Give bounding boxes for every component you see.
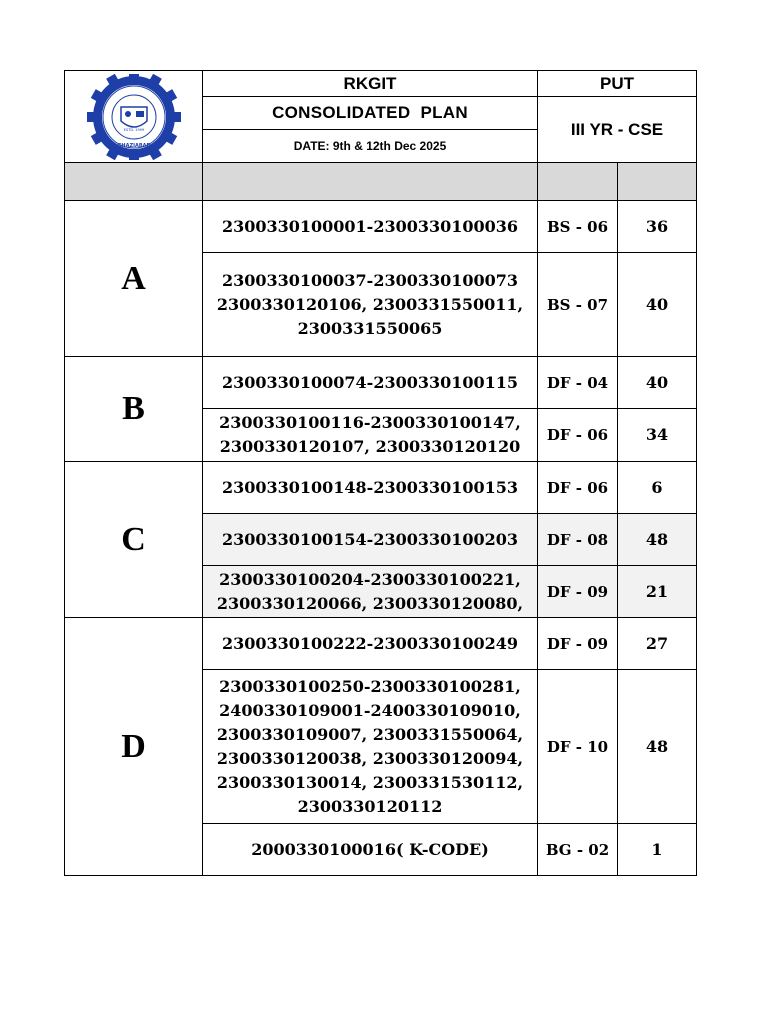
logo-estd: ESTD. 1999 [123, 127, 144, 132]
student-count: 21 [618, 566, 697, 618]
room-code: BS - 07 [538, 253, 618, 357]
room-code: DF - 09 [538, 618, 618, 670]
group-label: D [65, 618, 203, 876]
plan-title: CONSOLIDATED PLAN [203, 97, 538, 130]
student-count: 48 [618, 514, 697, 566]
roll-range: 2300330100222-2300330100249 [203, 618, 538, 670]
student-count: 6 [618, 462, 697, 514]
class-label: III YR - CSE [538, 97, 697, 163]
roll-range: 2300330100204-2300330100221, 2300330120066, 2300330120080, [203, 566, 538, 618]
student-count: 34 [618, 409, 697, 462]
group-label: A [65, 201, 203, 357]
logo-city: GHAZIABAD [116, 142, 151, 149]
roll-range: 2300330100116-2300330100147, 2300330120107, 2300330120120 [203, 409, 538, 462]
table-row [65, 201, 697, 253]
institute-name: RKGIT [203, 71, 538, 97]
seating-plan-table [64, 70, 697, 876]
header-band-cell [65, 163, 203, 201]
exam-date: DATE: 9th & 12th Dec 2025 [203, 130, 538, 163]
student-count: 36 [618, 201, 697, 253]
roll-range: 2000330100016( K-CODE) [203, 824, 538, 876]
roll-range: 2300330100001-2300330100036 [203, 201, 538, 253]
student-count: 40 [618, 253, 697, 357]
student-count: 27 [618, 618, 697, 670]
header-band-cell [538, 163, 618, 201]
room-code: DF - 08 [538, 514, 618, 566]
roll-range: 2300330100148-2300330100153 [203, 462, 538, 514]
header-band-row [65, 163, 697, 201]
roll-range: 2300330100037-2300330100073 2300330120106, 2300331550011, 2300331550065 [203, 253, 538, 357]
room-code: DF - 04 [538, 357, 618, 409]
student-count: 40 [618, 357, 697, 409]
table-row [65, 357, 697, 409]
room-code: DF - 06 [538, 409, 618, 462]
roll-range: 2300330100074-2300330100115 [203, 357, 538, 409]
logo-ring-text: KUMAR GOEL INSTITUTE OF TECHNOL [103, 87, 164, 125]
plan-body [65, 201, 697, 876]
roll-range: 2300330100250-2300330100281, 2400330109001-2400330109010, 2300330109007, 2300331550064, 2300330120038, 2300330120094, 2300330130014, 2300331530112, 2300330120112 [203, 670, 538, 824]
exam-name: PUT [538, 71, 697, 97]
table-row [65, 618, 697, 670]
student-count: 1 [618, 824, 697, 876]
room-code: DF - 10 [538, 670, 618, 824]
room-code: BS - 06 [538, 201, 618, 253]
roll-range: 2300330100154-2300330100203 [203, 514, 538, 566]
group-label: B [65, 357, 203, 462]
room-code: DF - 09 [538, 566, 618, 618]
institute-logo [72, 74, 196, 160]
table-row [65, 462, 697, 514]
group-label: C [65, 462, 203, 618]
room-code: DF - 06 [538, 462, 618, 514]
header-band-cell [203, 163, 538, 201]
student-count: 48 [618, 670, 697, 824]
room-code: BG - 02 [538, 824, 618, 876]
logo-cell [65, 71, 203, 163]
header-band-cell [618, 163, 697, 201]
